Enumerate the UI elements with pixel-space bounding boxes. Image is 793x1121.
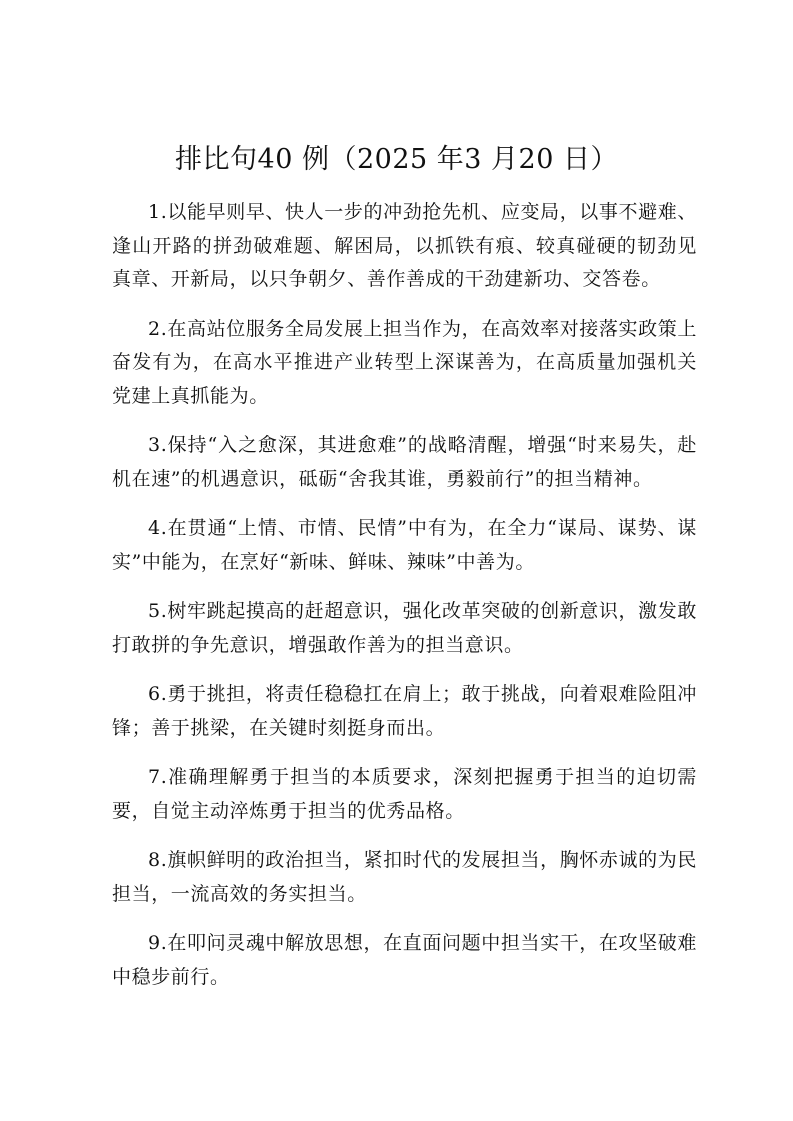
list-item: 9.在叩问灵魂中解放思想，在直面问题中担当实干，在攻坚破难中稳步前行。	[112, 932, 697, 988]
list-item: 8.旗帜鲜明的政治担当，紧扣时代的发展担当，胸怀赤诚的为民担当，一流高效的务实担当。	[112, 849, 697, 905]
list-item: 2.在高站位服务全局发展上担当作为，在高效率对接落实政策上奋发有为，在高水平推进产业转型上深谋善为，在高质量加强机关党建上真抓能为。	[112, 317, 697, 407]
list-item: 6.勇于挑担，将责任稳稳扛在肩上；敢于挑战，向着艰难险阻冲锋；善于挑梁，在关键时刻挺身而出。	[112, 683, 697, 739]
list-item: 4.在贯通“上情、市情、民情”中有为，在全力“谋局、谋势、谋实”中能为，在烹好“新味、鲜味、辣味”中善为。	[112, 517, 697, 573]
list-item: 3.保持“入之愈深，其进愈难”的战略清醒，增强“时来易失，赴机在速”的机遇意识，砥砺“舍我其谁，勇毅前行”的担当精神。	[112, 434, 697, 490]
list-item: 7.准确理解勇于担当的本质要求，深刻把握勇于担当的迫切需要，自觉主动淬炼勇于担当的优秀品格。	[112, 766, 697, 822]
document-title: 排比句40 例（2025 年3 月20 日）	[175, 144, 618, 175]
sentence-list	[112, 196, 697, 1010]
list-item: 1.以能早则早、快人一步的冲劲抢先机、应变局，以事不避难、逢山开路的拼劲破难题、解困局，以抓铁有痕、较真碰硬的韧劲见真章、开新局，以只争朝夕、善作善成的干劲建新功、交答卷。	[112, 201, 697, 290]
list-item: 5.树牢跳起摸高的赶超意识，强化改革突破的创新意识，激发敢打敢拼的争先意识，增强敢作善为的担当意识。	[112, 600, 697, 656]
